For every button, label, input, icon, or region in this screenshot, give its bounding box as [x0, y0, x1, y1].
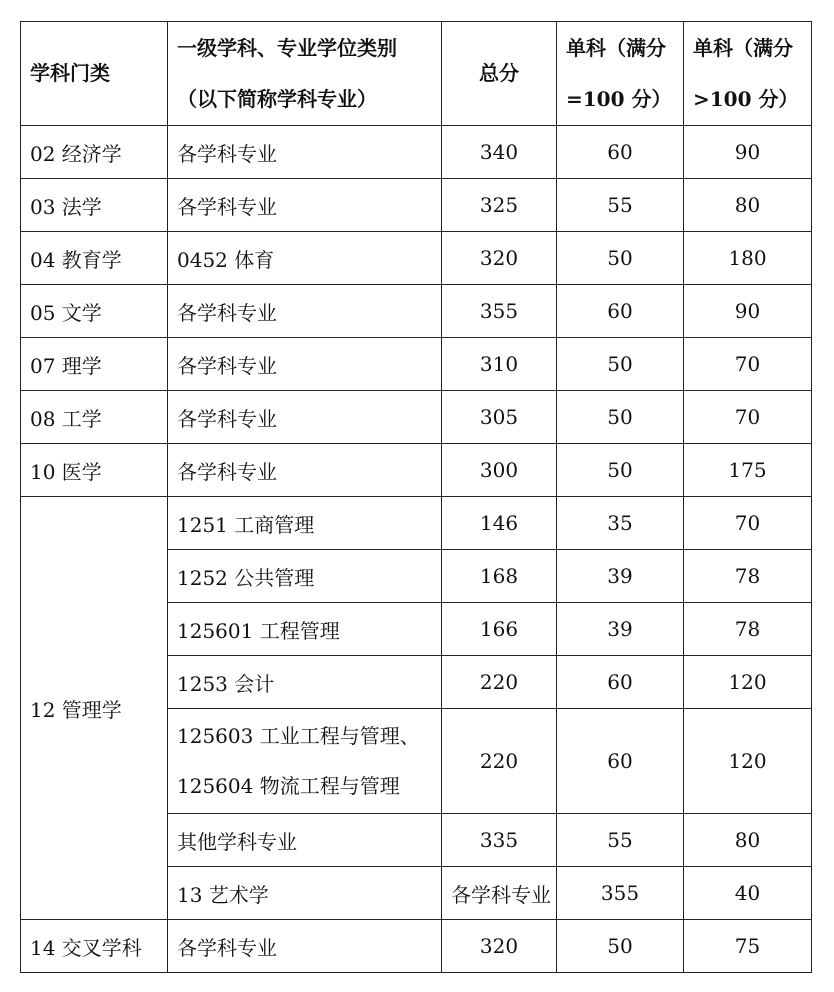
category-cell: 07 理学: [21, 338, 168, 391]
category-cell: 14 交叉学科: [21, 920, 168, 973]
header-single-gt100-line2: >100 分）: [693, 86, 799, 111]
category-cell: 10 医学: [21, 444, 168, 497]
discipline-cell: 各学科专业: [168, 126, 442, 179]
table-row: [21, 179, 812, 232]
total-cell: 305: [442, 391, 557, 444]
header-single-le100-line2: =100 分）: [566, 86, 672, 111]
table-row: [21, 444, 812, 497]
total-cell: 146: [442, 497, 557, 550]
category-cell: 05 文学: [21, 285, 168, 338]
header-single-le100-line1: 单科（满分: [566, 35, 666, 60]
total-cell: 320: [442, 920, 557, 973]
single-gt100-cell: 78: [684, 603, 812, 656]
discipline-cell: 0452 体育: [168, 232, 442, 285]
single-le100-cell: 50: [557, 920, 684, 973]
discipline-cell: 1253 会计: [168, 656, 442, 709]
header-single-gt100: [684, 22, 812, 126]
total-cell: 300: [442, 444, 557, 497]
category-cell: 13 艺术学: [168, 867, 442, 920]
discipline-cell: [168, 709, 442, 814]
single-le100-cell: 39: [557, 550, 684, 603]
header-discipline-line2: （以下简称学科专业）: [177, 86, 377, 111]
discipline-cell: 各学科专业: [442, 867, 557, 920]
single-gt100-cell: 120: [684, 709, 812, 814]
header-total: 总分: [442, 22, 557, 126]
total-cell: 168: [442, 550, 557, 603]
total-cell: 355: [442, 285, 557, 338]
discipline-cell: 其他学科专业: [168, 814, 442, 867]
single-le100-cell: 50: [557, 338, 684, 391]
total-cell: 310: [442, 338, 557, 391]
table-row: [21, 391, 812, 444]
total-cell: 220: [442, 656, 557, 709]
single-le100-cell: 40: [684, 867, 812, 920]
discipline-cell: 各学科专业: [168, 285, 442, 338]
discipline-cell: 各学科专业: [168, 179, 442, 232]
discipline-cell: 各学科专业: [168, 338, 442, 391]
total-cell: 220: [442, 709, 557, 814]
single-gt100-cell: 80: [684, 814, 812, 867]
header-discipline-line1: 一级学科、专业学位类别: [177, 35, 397, 60]
total-cell: 340: [442, 126, 557, 179]
single-le100-cell: 39: [557, 603, 684, 656]
header-single-gt100-line1: 单科（满分: [693, 35, 793, 60]
single-gt100-cell: 80: [684, 179, 812, 232]
score-table: [20, 21, 812, 973]
total-cell: 355: [557, 867, 684, 920]
discipline-cell: 各学科专业: [168, 920, 442, 973]
single-gt100-cell: 70: [684, 391, 812, 444]
discipline-cell: 各学科专业: [168, 444, 442, 497]
category-cell: 03 法学: [21, 179, 168, 232]
category-cell: 04 教育学: [21, 232, 168, 285]
table-row: [21, 920, 812, 973]
single-gt100-cell: 120: [684, 656, 812, 709]
single-le100-cell: 50: [557, 232, 684, 285]
header-discipline: [168, 22, 442, 126]
table-row: [21, 285, 812, 338]
single-le100-cell: 50: [557, 391, 684, 444]
single-gt100-cell: 90: [684, 126, 812, 179]
total-cell: 320: [442, 232, 557, 285]
header-category: 学科门类: [21, 22, 168, 126]
discipline-line2: 125604 物流工程与管理: [177, 774, 400, 798]
discipline-cell: 各学科专业: [168, 391, 442, 444]
single-le100-cell: 60: [557, 656, 684, 709]
discipline-cell: 125601 工程管理: [168, 603, 442, 656]
single-gt100-cell: 175: [684, 444, 812, 497]
single-gt100-cell: 70: [684, 338, 812, 391]
category-cell: 08 工学: [21, 391, 168, 444]
single-gt100-cell: 180: [684, 232, 812, 285]
single-gt100-cell: 70: [684, 497, 812, 550]
single-gt100-cell: 78: [684, 550, 812, 603]
single-gt100-cell: 75: [684, 920, 812, 973]
single-le100-cell: 50: [557, 444, 684, 497]
table-row: [21, 497, 812, 550]
single-gt100-cell: 90: [684, 285, 812, 338]
discipline-cell: 1251 工商管理: [168, 497, 442, 550]
table-header-row: [21, 22, 812, 126]
total-cell: 166: [442, 603, 557, 656]
single-le100-cell: 60: [557, 709, 684, 814]
discipline-cell: 1252 公共管理: [168, 550, 442, 603]
single-le100-cell: 55: [557, 179, 684, 232]
category-cell-management: 12 管理学: [21, 497, 168, 920]
total-cell: 325: [442, 179, 557, 232]
discipline-line1: 125603 工业工程与管理、: [177, 724, 420, 748]
total-cell: 335: [442, 814, 557, 867]
table-row: [21, 126, 812, 179]
single-le100-cell: 35: [557, 497, 684, 550]
single-le100-cell: 60: [557, 126, 684, 179]
category-cell: 02 经济学: [21, 126, 168, 179]
table-row: [21, 232, 812, 285]
single-le100-cell: 55: [557, 814, 684, 867]
header-single-le100: [557, 22, 684, 126]
table-row: [21, 338, 812, 391]
single-le100-cell: 60: [557, 285, 684, 338]
